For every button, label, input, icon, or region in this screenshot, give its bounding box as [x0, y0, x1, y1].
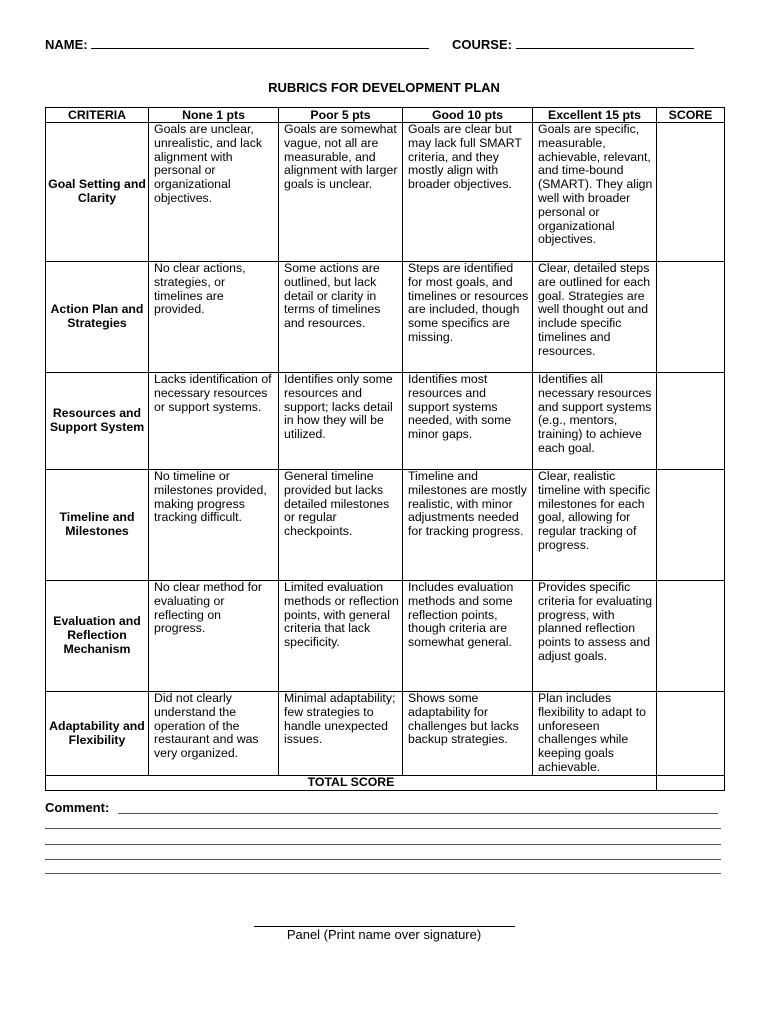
column-header: SCORE [657, 108, 725, 123]
comment-line[interactable] [45, 873, 721, 874]
excellent-cell: Provides specific criteria for evaluating progress, with planned reflection points to assess and adjust goals. [533, 581, 657, 692]
excellent-cell: Clear, detailed steps are outlined for each goal. Strategies are well thought out and include specific timelines and resources. [533, 262, 657, 373]
column-header: Good 10 pts [403, 108, 533, 123]
score-cell[interactable] [657, 373, 725, 470]
none-cell: Goals are unclear, unrealistic, and lack alignment with personal or organizational objectives. [149, 123, 279, 262]
criteria-cell: Goal Setting and Clarity [46, 123, 149, 262]
criteria-cell: Action Plan and Strategies [46, 262, 149, 373]
none-cell: No clear actions, strategies, or timelines are provided. [149, 262, 279, 373]
course-field[interactable] [452, 36, 694, 52]
excellent-cell: Goals are specific, measurable, achievable, relevant, and time-bound (SMART). They align well with broader personal or organizational objectives. [533, 123, 657, 262]
good-cell: Includes evaluation methods and some reflection points, though criteria are somewhat general. [403, 581, 533, 692]
good-cell: Goals are clear but may lack full SMART criteria, and they mostly align with broader objectives. [403, 123, 533, 262]
good-cell: Timeline and milestones are mostly realistic, with minor adjustments needed for tracking progress. [403, 470, 533, 581]
table-row [46, 123, 725, 262]
score-cell[interactable] [657, 123, 725, 262]
name-field[interactable] [45, 36, 429, 52]
good-cell: Identifies most resources and support systems needed, with some minor gaps. [403, 373, 533, 470]
name-line[interactable] [91, 36, 429, 49]
table-row [46, 262, 725, 373]
poor-cell: General timeline provided but lacks detailed milestones or regular checkpoints. [279, 470, 403, 581]
course-label: COURSE: [452, 37, 512, 52]
column-header: Excellent 15 pts [533, 108, 657, 123]
comment-label: Comment: [45, 800, 110, 815]
criteria-cell: Evaluation and Reflection Mechanism [46, 581, 149, 692]
good-cell: Steps are identified for most goals, and timelines or resources are included, though some specifics are missing. [403, 262, 533, 373]
table-row [46, 581, 725, 692]
none-cell: Did not clearly understand the operation of the restaurant and was very organized. [149, 692, 279, 776]
score-cell[interactable] [657, 581, 725, 692]
excellent-cell: Plan includes flexibility to adapt to unforeseen challenges while keeping goals achievable. [533, 692, 657, 776]
column-header: CRITERIA [46, 108, 149, 123]
none-cell: Lacks identification of necessary resources or support systems. [149, 373, 279, 470]
none-cell: No clear method for evaluating or reflecting on progress. [149, 581, 279, 692]
table-row [46, 692, 725, 776]
comment-line[interactable] [45, 828, 721, 829]
score-cell[interactable] [657, 262, 725, 373]
score-cell[interactable] [657, 470, 725, 581]
comment-line[interactable] [118, 813, 718, 814]
excellent-cell: Clear, realistic timeline with specific milestones for each goal, allowing for regular tracking of progress. [533, 470, 657, 581]
comment-line[interactable] [45, 859, 721, 860]
header-row-cells [46, 108, 725, 123]
table-row [46, 373, 725, 470]
poor-cell: Some actions are outlined, but lack detail or clarity in terms of timelines and resources. [279, 262, 403, 373]
criteria-cell: Resources and Support System [46, 373, 149, 470]
comment-line[interactable] [45, 844, 721, 845]
none-cell: No timeline or milestones provided, making progress tracking difficult. [149, 470, 279, 581]
poor-cell: Minimal adaptability; few strategies to handle unexpected issues. [279, 692, 403, 776]
score-cell[interactable] [657, 692, 725, 776]
poor-cell: Limited evaluation methods or reflection points, with general criteria that lack specificity. [279, 581, 403, 692]
signature-caption: Panel (Print name over signature) [286, 927, 482, 942]
name-label: NAME: [45, 37, 88, 52]
total-row [46, 776, 725, 791]
criteria-cell: Adaptability and Flexibility [46, 692, 149, 776]
criteria-cell: Timeline and Milestones [46, 470, 149, 581]
table-row [46, 470, 725, 581]
excellent-cell: Identifies all necessary resources and support systems (e.g., mentors, training) to achieve each goal. [533, 373, 657, 470]
course-line[interactable] [516, 36, 694, 49]
page-title: RUBRICS FOR DEVELOPMENT PLAN [268, 80, 500, 95]
good-cell: Shows some adaptability for challenges but lacks backup strategies. [403, 692, 533, 776]
rubric-table [45, 107, 725, 791]
total-score-cell[interactable] [657, 776, 725, 791]
poor-cell: Identifies only some resources and support; lacks detail in how they will be utilized. [279, 373, 403, 470]
total-score-label: TOTAL SCORE [46, 776, 657, 791]
column-header: Poor 5 pts [279, 108, 403, 123]
poor-cell: Goals are somewhat vague, not all are measurable, and alignment with larger goals is unclear. [279, 123, 403, 262]
column-header: None 1 pts [149, 108, 279, 123]
